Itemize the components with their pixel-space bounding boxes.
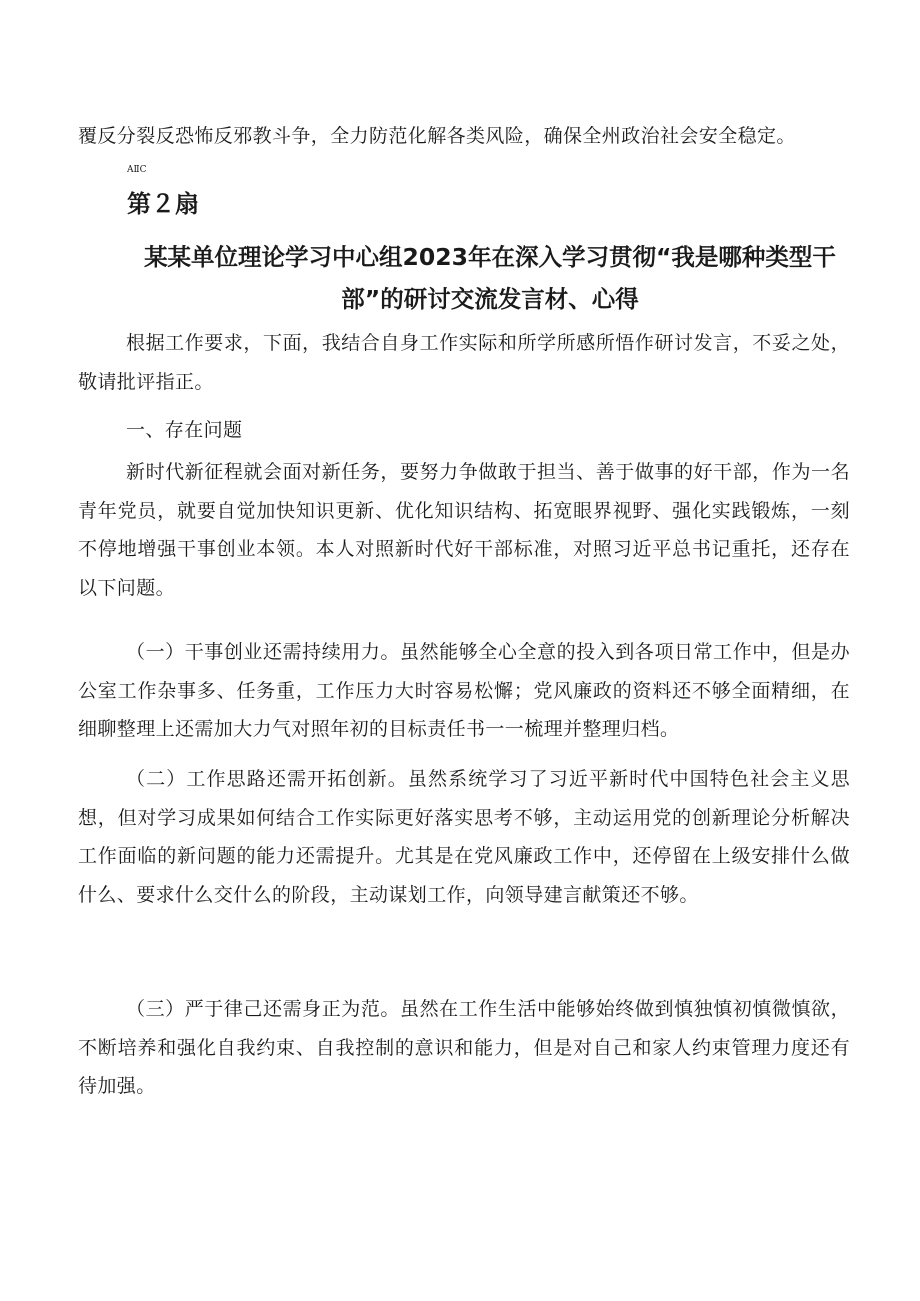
paragraph-item-2: （二）工作思路还需开拓创新。虽然系统学习了习近平新时代中国特色社会主义思想，但对学习成果如何结合工作实际更好落实思考不够，主动运用党的创新理论分析解决工作面临的新问题的能力还需提升。尤其是在党风廉政工作中，还停留在上级安排什么做什么、要求什么交什么的阶段，主动谋划工作，向领导建言献策还不够。 [78,768,850,906]
section-label: 第２扇 [127,190,199,218]
heading-problems: 一、存在问题 [126,419,243,441]
paragraph-item-3: （三）严于律己还需身正为范。虽然在工作生活中能够始终做到慎独慎初慎微慎欲，不断培养和强化自我约束、自我控制的意识和能力，但是对自己和家人约束管理力度还有待加强。 [78,998,850,1097]
document-title: 某某单位理论学习中心组2023年在深入学习贯彻“我是哪种类型干部”的研讨交流发言材、心得 [144,243,836,313]
intro-paragraph: 根据工作要求，下面，我结合自身工作实际和所学所感所悟作研讨发言，不妥之处，敬请批评指正。 [78,332,850,393]
paragraph-overview: 新时代新征程就会面对新任务，要努力争做敢于担当、善于做事的好干部，作为一名青年党员，就要自觉加快知识更新、优化知识结构、拓宽眼界视野、强化实践锻炼，一刻不停地增强干事创业本领。本人对照新时代好干部标准，对照习近平总书记重托，还存在以下问题。 [78,461,850,599]
continued-paragraph-fragment: 覆反分裂反恐怖反邪教斗争，全力防范化解各类风险，确保全州政治社会安全稳定。 [78,125,796,147]
paragraph-item-1: （一）干事创业还需持续用力。虽然能够全心全意的投入到各项日常工作中，但是办公室工作杂事多、任务重，工作压力大时容易松懈；党风廉政的资料还不够全面精细，在细聊整理上还需加大力气对照年初的目标责任书一一梳理并整理归档。 [78,641,850,740]
page-marker: AⅡC [127,165,147,175]
